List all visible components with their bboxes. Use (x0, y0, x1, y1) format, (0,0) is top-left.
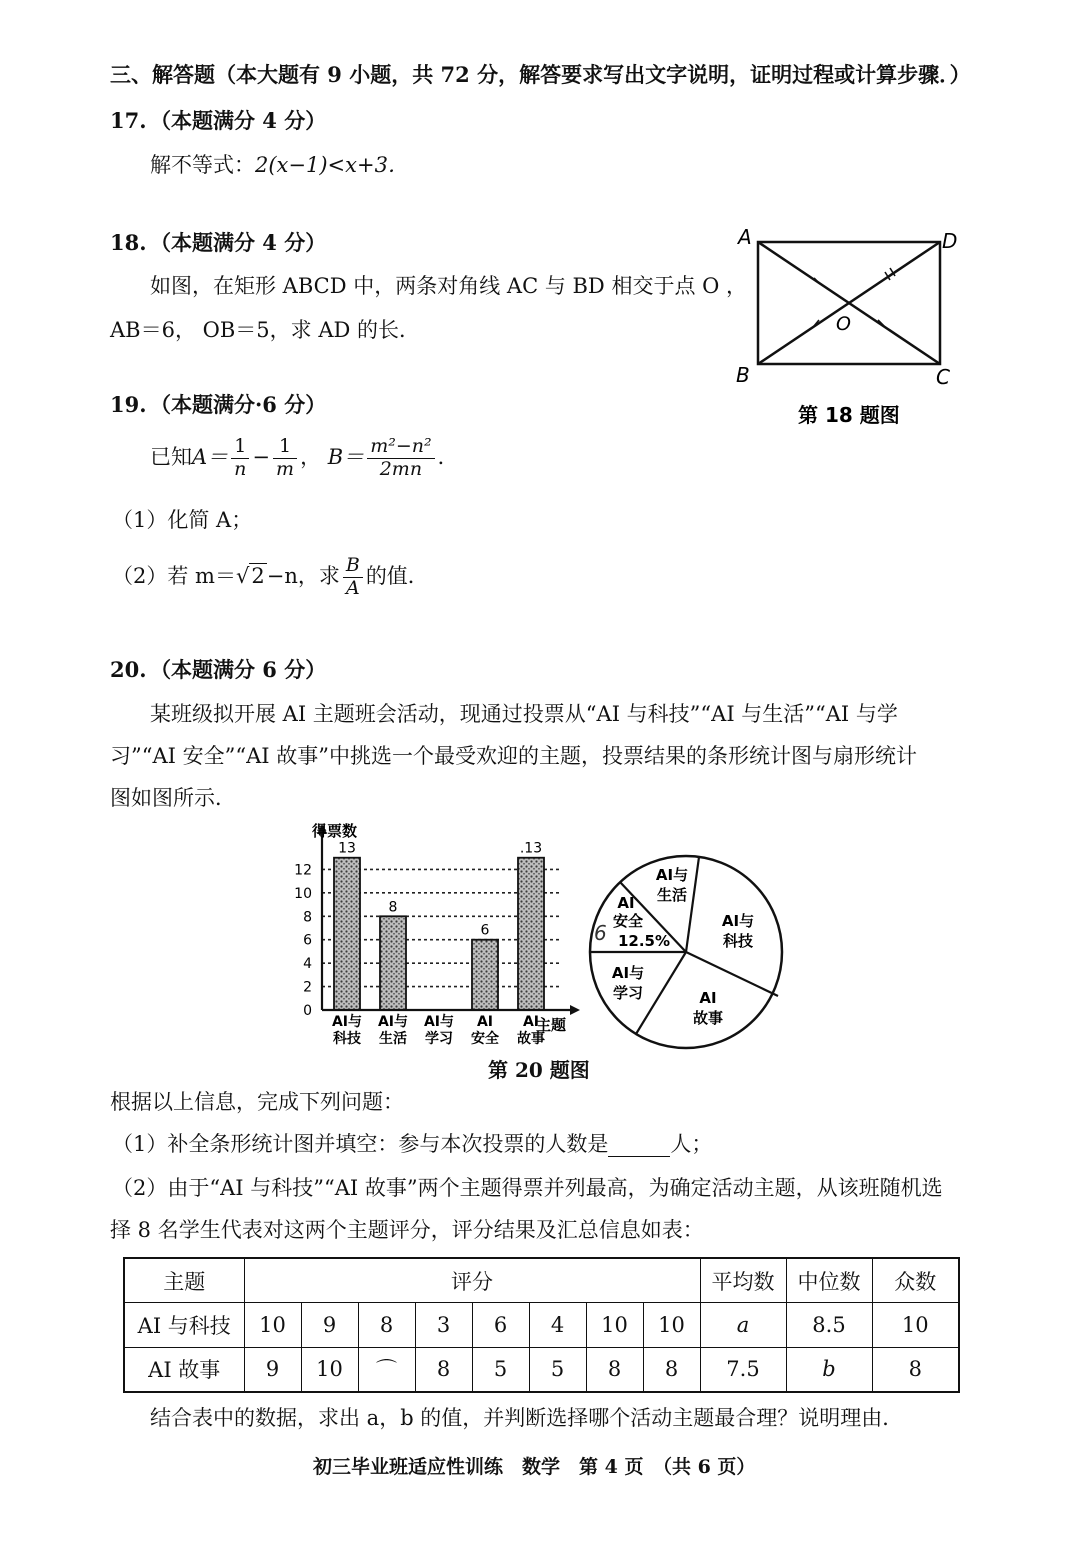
y-tick-label: 4 (303, 956, 312, 973)
q20-para-line1: 某班级拟开展 AI 主题班会活动，现通过投票从“AI 与科技”“AI 与生活”“AI 与学 (150, 702, 898, 726)
score-cell: 4 (529, 1303, 586, 1347)
x-category-label: AI与 (423, 1014, 455, 1030)
x-category-label: 科技 (333, 1031, 361, 1047)
y-tick-label: 10 (294, 885, 312, 902)
q19-a-lhs: A＝ (192, 444, 229, 469)
bar-chart (270, 820, 600, 1058)
vertex-c-label: C (936, 365, 950, 389)
row-topic: AI 故事 (124, 1347, 244, 1392)
y-tick-label: 12 (294, 862, 312, 879)
table-row (124, 1303, 959, 1347)
x-category-label: AI (522, 1014, 540, 1030)
q19-part1: （1）化简 A； (112, 508, 253, 532)
fraction-b (367, 436, 434, 481)
q18-figure-caption: 第 18 题图 (798, 403, 900, 427)
q19-b-lhs: B＝ (327, 444, 365, 469)
vertex-d-label: D (942, 229, 958, 253)
x-category-label: 学习 (425, 1031, 453, 1047)
q18-rectangle-figure (730, 222, 970, 432)
q19-part2-prefix: （2）若 m＝ (112, 563, 236, 588)
score-cell: 8 (643, 1347, 700, 1392)
bar-chart-x-axis-label: 主题 (536, 1016, 567, 1034)
header-topic: 主题 (124, 1258, 244, 1303)
pie-label-ai-story: AI (699, 989, 717, 1007)
pie-label-ai-life: 生活 (656, 886, 688, 904)
pie-handwritten-mark: 6 (594, 921, 607, 945)
fraction-den: 2mn (379, 457, 423, 480)
header-mean: 平均数 (700, 1258, 786, 1303)
q20-part2-line1: （2）由于“AI 与科技”“AI 故事”两个主题得票并列最高，为确定活动主题，从该班随机选 (112, 1176, 943, 1200)
q20-number: 20. (110, 657, 147, 682)
x-category-label: 生活 (379, 1031, 407, 1047)
y-tick-label: 6 (303, 932, 312, 949)
mode-cell: 8 (872, 1347, 959, 1392)
q17-prompt: 解不等式： (150, 153, 255, 177)
center-o-label: O (836, 313, 851, 335)
q20-after-figure: 根据以上信息，完成下列问题： (110, 1090, 404, 1114)
bar (472, 940, 498, 1010)
pie-label-ai-tech: AI与 (721, 912, 755, 930)
score-cell: 9 (301, 1303, 358, 1347)
score-cell: 10 (244, 1303, 301, 1347)
mean-cell: a (700, 1303, 786, 1347)
score-cell: 5 (529, 1347, 586, 1392)
score-cell: 6 (472, 1303, 529, 1347)
sqrt-radicand: 2 (251, 563, 265, 588)
median-cell: b (786, 1347, 872, 1392)
q20-figure-caption: 第 20 题图 (488, 1058, 590, 1082)
y-tick-label: 0 (303, 1003, 312, 1019)
q20-para-line2: 习”“AI 安全”“AI 故事”中挑选一个最受欢迎的主题，投票结果的条形统计图与扇形统计 (110, 744, 917, 768)
y-tick-label: 2 (303, 979, 312, 996)
median-cell: 8.5 (786, 1303, 872, 1347)
section-heading: 三、解答题（本大题有 9 小题，共 72 分，解答要求写出文字说明，证明过程或计算步骤．） (110, 62, 971, 87)
x-axis-arrow (570, 1005, 580, 1015)
score-cell: 3 (415, 1303, 472, 1347)
pie-label-ai-life: AI与 (655, 866, 689, 884)
bar-chart-data-labels (338, 841, 542, 939)
q20-part2-line2: 择 8 名学生代表对这两个主题评分，评分结果及汇总信息如表： (110, 1218, 704, 1242)
q19-given-prefix: 已知 (150, 444, 192, 469)
score-cell: 5 (472, 1347, 529, 1392)
score-cell: 9 (244, 1347, 301, 1392)
q20-closing: 结合表中的数据，求出 a，b 的值，并判断选择哪个活动主题最合理？说明理由． (150, 1406, 904, 1430)
q19-part2: （2）若 m＝√2−n，求 $\frac{B}{A}$ 的值． (112, 554, 429, 599)
bar (518, 858, 544, 1010)
q19-part2-end: 的值． (365, 563, 429, 588)
fraction-num: m²−n² (367, 436, 434, 459)
fraction-num: 1 (273, 436, 297, 459)
bar (380, 916, 406, 1010)
x-category-label: AI与 (331, 1014, 363, 1030)
q19-number: 19. (110, 392, 147, 417)
bar-data-label: 6 (480, 922, 490, 939)
score-cell: 8 (358, 1303, 415, 1347)
q18-points: （本题满分 4 分） (150, 230, 327, 255)
table-row (124, 1347, 959, 1392)
score-table (123, 1257, 960, 1393)
bar-data-label: 13 (338, 840, 356, 857)
fraction-num: B (343, 555, 363, 578)
q17-problem (150, 153, 409, 178)
pie-value-ai-safety: 12.5% (617, 932, 671, 950)
period: ． (437, 444, 459, 469)
x-category-label: 安全 (471, 1031, 499, 1047)
y-tick-label: 8 (303, 909, 312, 926)
q20-para-line3: 图如图所示． (110, 786, 236, 810)
fraction-1-over-n (231, 436, 249, 481)
fraction-1-over-m (273, 436, 297, 481)
q20-part1 (112, 1132, 712, 1157)
bar-data-label: 8 (388, 899, 398, 916)
answer-blank[interactable] (608, 1136, 670, 1157)
table-header-row (124, 1258, 959, 1303)
q18-number: 18. (110, 230, 147, 255)
row-topic: AI 与科技 (124, 1303, 244, 1347)
q17-number: 17. (110, 108, 147, 133)
bar-chart-category-labels (332, 1013, 545, 1047)
bar-data-label: .13 (519, 840, 543, 857)
pie-label-ai-tech: 科技 (722, 932, 754, 950)
fraction-den: n (234, 457, 247, 480)
pie-label-ai-safety: 安全 (612, 912, 644, 930)
header-scores: 评分 (244, 1258, 700, 1303)
pie-chart (582, 840, 792, 1062)
x-category-label: AI (476, 1014, 494, 1030)
q20-points: （本题满分 6 分） (150, 657, 327, 682)
x-category-label: 故事 (517, 1031, 545, 1047)
page-footer: 初三毕业班适应性训练 数学 第 4 页 （共 6 页） (313, 1456, 756, 1478)
score-cell: 8 (415, 1347, 472, 1392)
header-mode: 众数 (872, 1258, 959, 1303)
bar-chart-y-axis-label: 得票数 (312, 822, 358, 840)
vertex-b-label: B (736, 363, 750, 387)
pie-label-ai-study: 学习 (612, 984, 644, 1002)
fraction-den: m (276, 457, 295, 480)
pie-label-ai-study: AI与 (611, 964, 645, 982)
score-cell: ⌒ (358, 1347, 415, 1392)
separator: ， (300, 444, 322, 469)
q19-points: （本题满分·6 分） (150, 392, 327, 417)
q18-line1: 如图，在矩形 ABCD 中，两条对角线 AC 与 BD 相交于点 O ， (150, 274, 748, 298)
bar-chart-tick-labels (294, 862, 312, 1019)
score-cell: 10 (586, 1303, 643, 1347)
q20-part1-text: （1）补全条形统计图并填空：参与本次投票的人数是 (112, 1132, 609, 1156)
minus-sign: − (252, 444, 271, 469)
q19-given (150, 436, 459, 481)
mode-cell: 10 (872, 1303, 959, 1347)
q17-points: （本题满分 4 分） (150, 108, 327, 133)
vertex-a-label: A (738, 225, 752, 249)
score-cell: 8 (586, 1347, 643, 1392)
pie-label-ai-story: 故事 (692, 1009, 724, 1027)
score-cell: 10 (301, 1347, 358, 1392)
q19-part2-mid: −n，求 (266, 563, 340, 588)
bar (334, 858, 360, 1010)
x-category-label: AI与 (377, 1014, 409, 1030)
fraction-b-over-a (343, 555, 363, 600)
q18-line2: AB＝6， OB＝5，求 AD 的长． (110, 318, 420, 342)
fraction-num: 1 (231, 436, 249, 459)
score-cell: 10 (643, 1303, 700, 1347)
q20-part1-unit: 人； (670, 1132, 713, 1156)
mean-cell: 7.5 (700, 1347, 786, 1392)
q17-expression: 2(x−1)<x+3． (255, 153, 409, 177)
pie-label-ai-safety: AI (617, 894, 635, 912)
header-median: 中位数 (786, 1258, 872, 1303)
fraction-den: A (345, 576, 360, 599)
